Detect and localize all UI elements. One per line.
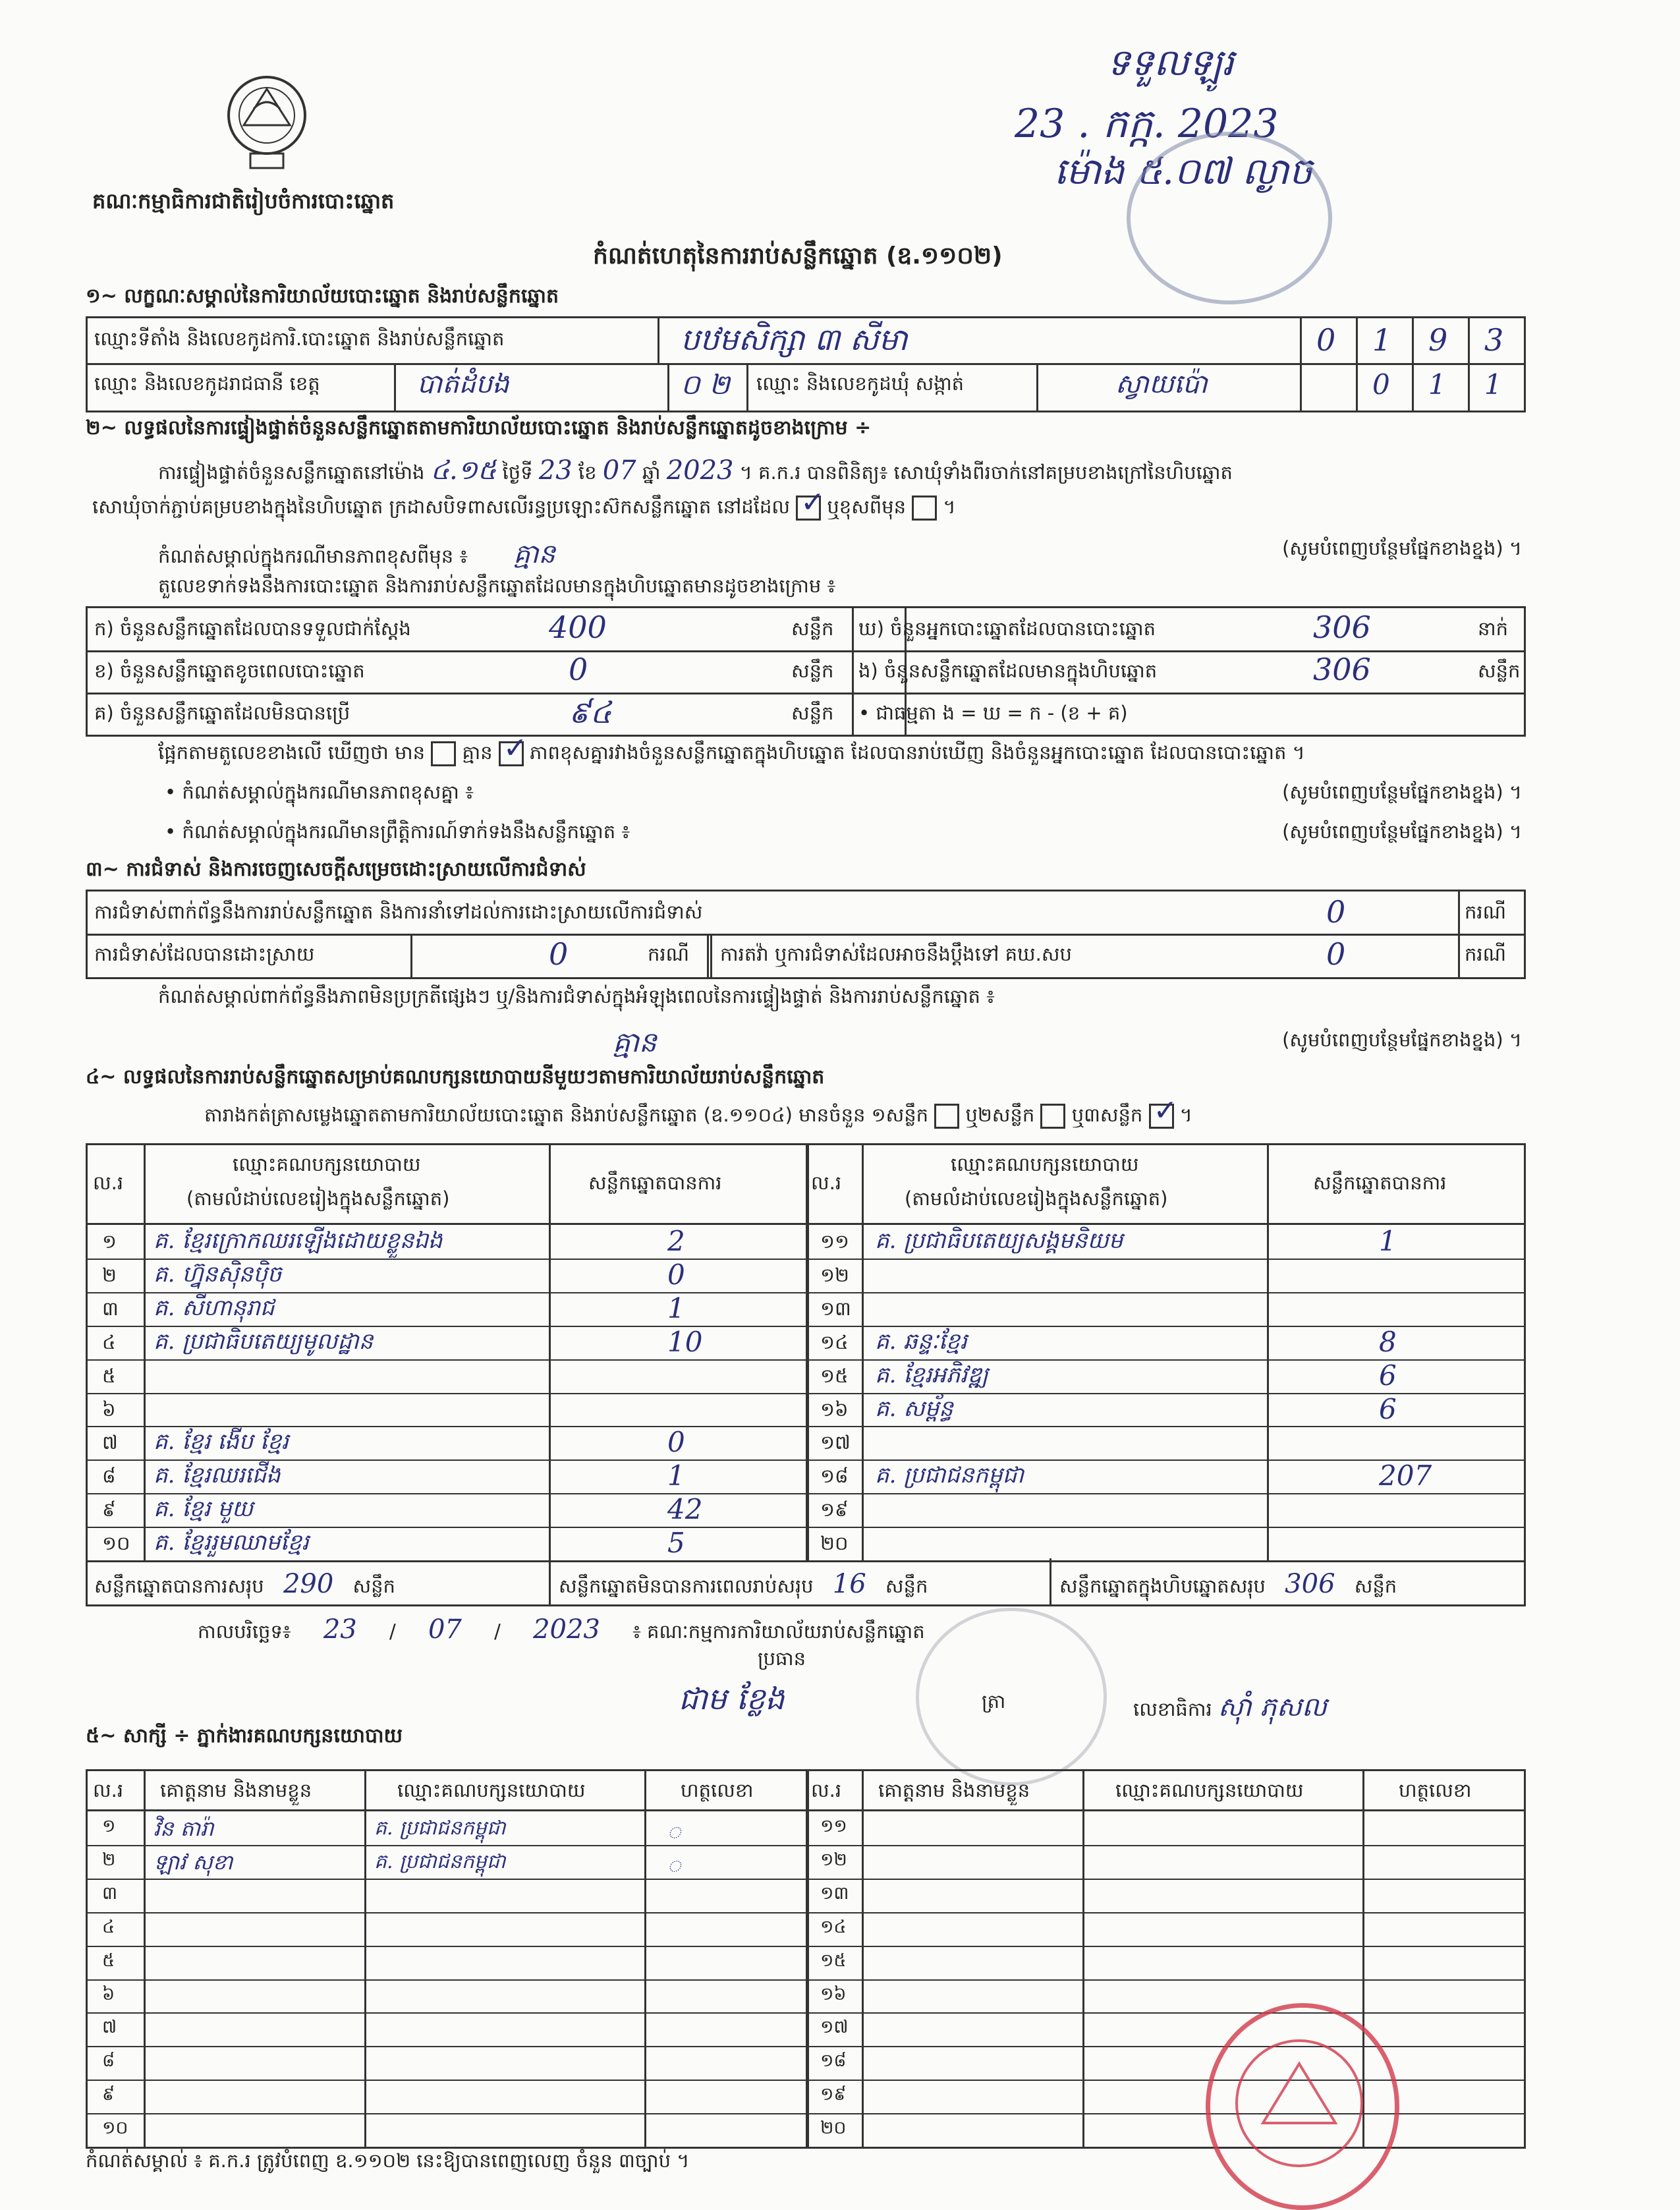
col-sign: ហត្ថលេខា: [681, 1779, 754, 1801]
date-month: 07: [428, 1614, 462, 1645]
table-row: [88, 1459, 1524, 1493]
row-number: ១៤: [820, 1916, 847, 1937]
no-difference-checkbox[interactable]: ✓: [499, 741, 524, 766]
witness-row: [88, 1912, 1524, 1946]
col-party: ឈ្មោះគណបក្សនយោបាយ: [951, 1153, 1139, 1176]
table-row: [88, 1359, 1524, 1393]
party-votes: 207: [1379, 1459, 1432, 1492]
party-votes: 1: [1379, 1225, 1397, 1257]
date-year: 2023: [533, 1614, 600, 1645]
party-name: គ. ខ្មែរ មួយ: [154, 1496, 254, 1523]
unit-label: សន្លឹក: [791, 617, 834, 640]
party-name: គ. ប្រជាធិបតេយ្យមូលដ្ឋាន: [154, 1328, 374, 1355]
form-title: កំណត់ហេតុនៃការរាប់សន្លឹកឆ្នោត (ឧ.១១០២): [593, 242, 1003, 269]
party-name: គ. ហ្វ៊ុនស៊ិនប៉ិច: [154, 1261, 282, 1288]
handwritten-received-date: 23 . កក្ក. 2023: [1015, 101, 1279, 147]
has-difference-checkbox[interactable]: [431, 741, 456, 766]
row-number: ១៤: [820, 1330, 849, 1353]
row-number: ៣: [102, 1297, 119, 1320]
difference-note-value: គ្មាន: [513, 539, 555, 569]
row-number: ៨: [102, 1465, 116, 1488]
party-votes: 1: [667, 1459, 685, 1492]
party-votes: 42: [667, 1493, 703, 1526]
figures-table: [86, 606, 1526, 737]
difference-note-line: កំណត់សម្គាល់ក្នុងករណីមានភាពខុសពីមុន ៖ គ្មាន (សូមបំពេញបន្ថែមផ្នែកខាងខ្នង) ។: [158, 537, 1522, 569]
table-row: [88, 1326, 1524, 1359]
date-day: 23: [323, 1614, 357, 1645]
voters-value: 306: [1313, 609, 1371, 645]
three-sheets-checkbox[interactable]: ✓: [1149, 1104, 1174, 1129]
party-votes: 2: [667, 1225, 685, 1257]
table-row: [88, 1292, 1524, 1326]
complaints-table: [86, 890, 1526, 979]
complaints-label: ការជំទាស់ពាក់ព័ន្ធនឹងការរាប់សន្លឹកឆ្នោត និងការនាំទៅដល់ការដោះស្រាយលើការជំទាស់: [94, 901, 703, 923]
party-votes: 5: [667, 1527, 685, 1560]
row-number: ១២: [820, 1849, 847, 1870]
unit-label: នាក់: [1478, 617, 1509, 640]
row-number: ១៣: [820, 1883, 849, 1904]
col-party-sub: (តាមលំដាប់លេខរៀងក្នុងសន្លឹកឆ្នោត): [905, 1187, 1168, 1210]
row-number: ១៣: [820, 1297, 851, 1320]
party-votes: 0: [667, 1258, 685, 1291]
row-number: ១៩: [820, 1498, 849, 1521]
party-name: គ. ខ្មែរឈរជើង: [154, 1462, 281, 1489]
witness-row: [88, 1811, 1524, 1845]
box-total-value: 306: [1285, 1569, 1335, 1599]
witness-row: [88, 1845, 1524, 1879]
seal-line: សោឃុំចាក់ភ្ជាប់គម្របខាងក្នុងនៃហិបឆ្នោត ក្រដាសបិទពាសលើរន្ធប្រឡោះស៊កសន្លឹកឆ្នោត នៅដដែល ✓ ឬខុសពីមុន ។: [92, 486, 956, 519]
verification-time: ៤.១៥: [430, 455, 497, 486]
party-name: គ. ខ្មែររួមឈាមខ្មែរ: [154, 1529, 309, 1556]
party-name: គ. សីហានុរាជ: [154, 1294, 275, 1321]
row-number: ១០: [102, 2118, 128, 2139]
irregularity-note-value: គ្មាន: [613, 1026, 657, 1058]
appeal-label: ការតវ៉ា ឬការជំទាស់ដែលអាចនឹងប្តឹងទៅ គឃ.សប: [720, 943, 1072, 965]
row-number: ៨: [102, 2051, 115, 2072]
col-no: ល.រ: [93, 1172, 124, 1194]
totals-row: [86, 1558, 1526, 1606]
table-row: [88, 1426, 1524, 1459]
col-votes: សន្លឹកឆ្នោតបានការ: [1313, 1172, 1447, 1194]
commune-code-digit: 1: [1428, 368, 1446, 401]
verification-year: 2023: [666, 455, 734, 486]
date-line: កាលបរិច្ឆេទ៖ 23 / 07 / 2023 ៖ គណៈកម្មការការិយាល័យរាប់សន្លឹកឆ្នោត: [198, 1614, 925, 1645]
unit-label: សន្លឹក: [1478, 660, 1521, 682]
received-ballots-value: 400: [549, 609, 607, 645]
verification-line: ការផ្ទៀងផ្ទាត់ចំនួនសន្លឹកឆ្នោតនៅម៉ោង ៤.១៥ ថ្ងៃទី 23 ខែ 07 ឆ្នាំ 2023 ។ គ.ក.រ បានពិនិត្យ៖ សោឃុំទាំងពីរចាក់នៅគម្របខាងក្រៅនៃហិបឆ្នោត: [158, 455, 1233, 486]
invalid-total-value: 16: [832, 1569, 866, 1599]
row-number: ៩: [102, 2084, 115, 2105]
stamp-label: ត្រា: [982, 1690, 1006, 1713]
witness-party: គ. ប្រជាជនកម្ពុជា: [374, 1850, 506, 1873]
valid-total-value: 290: [283, 1569, 334, 1599]
row-number: ៥: [102, 1950, 115, 1971]
party-name: គ. ប្រជាជនកម្ពុជា: [875, 1462, 1024, 1489]
results-table: [86, 1143, 1526, 1562]
row-number: ២: [102, 1849, 116, 1870]
party-votes: 6: [1379, 1392, 1397, 1425]
formula-note: • ជាធម្មតា ង = ឃ = ក - (ខ + គ): [858, 702, 1128, 724]
invalid-total: សន្លឹកឆ្នោតមិនបានការពេលរាប់សរុប 16 សន្លឹក: [559, 1569, 928, 1599]
location-code-digit: 9: [1428, 322, 1448, 358]
location-label: ឈ្មោះទីតាំង និងលេខកូដការិ.បោះឆ្នោត និងរាប់សន្លឹកឆ្នោត: [94, 327, 505, 350]
location-code-digit: 3: [1484, 322, 1504, 358]
party-name: គ. ឆន្ទៈខ្មែរ: [875, 1328, 967, 1355]
row-number: ១១: [820, 1816, 847, 1836]
location-code-digit: 1: [1372, 322, 1392, 358]
witness-name: វិន តារ៉ា: [154, 1816, 214, 1841]
one-sheet-checkbox[interactable]: [934, 1104, 959, 1129]
irregularity-note-line2: គ្មាន (សូមបំពេញបន្ថែមផ្នែកខាងខ្នង) ។: [613, 1026, 1522, 1058]
row-number: ១៦: [820, 1398, 849, 1421]
ballots-in-box-label: ង) ចំនួនសន្លឹកឆ្នោតដែលមានក្នុងហិបឆ្នោត: [858, 660, 1158, 682]
unused-ballots-label: គ) ចំនួនសន្លឹកឆ្នោតដែលមិនបានប្រើ: [94, 702, 350, 724]
valid-total: សន្លឹកឆ្នោតបានការសរុប 290 សន្លឹក: [94, 1569, 395, 1599]
col-party: ឈ្មោះគណបក្សនយោបាយ: [397, 1779, 586, 1801]
resolved-label: ការជំទាស់ដែលបានដោះស្រាយ: [94, 943, 315, 965]
row-number: ១៥: [820, 1364, 849, 1387]
discrepancy-line: ផ្អែកតាមតួលេខខាងលើ ឃើញថា មាន គ្មាន ✓ ភាពខុសគ្នារវាងចំនួនសន្លឹកឆ្នោតក្នុងហិបឆ្នោត ដែលបានរាប់ឃើញ និងចំនួនអ្នកបោះឆ្នោត ដែលបានបោះឆ្នោត ។: [158, 731, 1305, 765]
witness-name: ឡាវ សុខា: [154, 1849, 233, 1875]
party-name: គ. ខ្មែរក្រោកឈរឡើងដោយខ្លួនឯង: [154, 1228, 443, 1254]
commune-label: ឈ្មោះ និងលេខកូដឃុំ សង្កាត់: [756, 372, 965, 395]
tally-sheet-line: តារាងកត់ត្រាសម្លេងឆ្នោតតាមការិយាល័យបោះឆ្នោត និងរាប់សន្លឹកឆ្នោត (ឧ.១១០៤) មានចំនួន ១សន្លឹក ឬ២សន្លឹក ឬ៣សន្លឹក ✓ ។: [204, 1094, 1192, 1127]
incident-note-line: • កំណត់សម្គាល់ក្នុងករណីមានព្រឹត្តិការណ៍ទាក់ទងនឹងសន្លឹកឆ្នោត ៖ (សូមបំពេញបន្ថែមផ្នែកខាងខ្នង) ។: [165, 820, 1522, 843]
location-value: បឋមសិក្សា ៣ សីមា: [681, 322, 908, 357]
row-number: ១៨: [820, 1465, 849, 1488]
row-number: ១១: [820, 1230, 849, 1253]
row-number: ១: [102, 1816, 116, 1836]
footnote: កំណត់សម្គាល់ ៖ គ.ក.រ ត្រូវបំពេញ ឧ.១១០២ នេះឱ្យបានពេញលេញ ចំនួន ៣ច្បាប់ ។: [86, 2149, 690, 2172]
voters-label: ឃ) ចំនួនអ្នកបោះឆ្នោតដែលបានបោះឆ្នោត: [858, 617, 1156, 640]
party-votes: 6: [1379, 1359, 1397, 1392]
party-votes: 0: [667, 1426, 685, 1459]
red-seal-stamp: [1206, 2003, 1399, 2210]
section1-table: [86, 316, 1526, 412]
row-number: ៣: [102, 1883, 118, 1904]
row-number: ១០: [102, 1532, 130, 1555]
table-row: [88, 1493, 1524, 1527]
col-name: គោត្តនាម និងនាមខ្លួន: [878, 1779, 1030, 1801]
received-ballots-label: ក) ចំនួនសន្លឹកឆ្នោតដែលបានទទួលជាក់ស្តែង: [94, 617, 411, 640]
complaints-value: 0: [1326, 894, 1346, 930]
secretary-signature: ស៊ាំ ភុសល: [1218, 1692, 1327, 1722]
blue-seal-stamp: [1127, 132, 1332, 304]
unit-label: សន្លឹក: [791, 660, 834, 682]
row-number: ១៥: [820, 1950, 847, 1971]
col-name: គោត្តនាម និងនាមខ្លួន: [160, 1779, 312, 1801]
row-number: ៥: [102, 1364, 116, 1387]
table-row: [88, 1225, 1524, 1259]
unused-ballots-value: ៩៤: [569, 694, 612, 730]
table-row: [88, 1259, 1524, 1292]
unit-label: ករណី: [1465, 943, 1507, 965]
province-label: ឈ្មោះ និងលេខកូដរាជធានី ខេត្ត: [94, 372, 320, 395]
section2-heading: ២~ លទ្ធផលនៃការផ្ទៀងផ្ទាត់ចំនួនសន្លឹកឆ្នោតតាមការិយាល័យបោះឆ្នោត និងរាប់សន្លឹកឆ្នោតដូចខាងក្រោម ÷: [86, 416, 872, 439]
row-number: ៤: [102, 1330, 116, 1353]
unchanged-checkbox[interactable]: ✓: [796, 496, 821, 521]
row-number: ៦: [102, 1398, 116, 1421]
row-number: ១៨: [820, 2051, 847, 2072]
col-votes: សន្លឹកឆ្នោតបានការ: [588, 1172, 722, 1194]
row-number: ១២: [820, 1263, 849, 1286]
spoiled-ballots-label: ខ) ចំនួនសន្លឹកឆ្នោតខូចពេលបោះឆ្នោត: [94, 660, 365, 682]
handwritten-received-time: ម៉ោង ៥.០៧ ល្ងាច: [1054, 150, 1312, 193]
party-name: គ. ខ្មែរអភិវឌ្ឍ: [875, 1361, 989, 1388]
row-number: ២០: [820, 1532, 849, 1555]
org-name: គណៈកម្មាធិការជាតិរៀបចំការបោះឆ្នោត: [92, 188, 395, 213]
ballots-in-box-value: 306: [1313, 652, 1371, 687]
commune-code-digit: 1: [1484, 368, 1502, 401]
two-sheets-checkbox[interactable]: [1040, 1104, 1065, 1129]
appeal-value: 0: [1326, 936, 1346, 972]
location-code-digit: 0: [1316, 322, 1336, 358]
chair-signature: ជាម ខ្លែង: [679, 1681, 785, 1716]
commune-code-digit: 0: [1372, 368, 1390, 401]
party-votes: 8: [1379, 1325, 1397, 1358]
witness-row: [88, 1946, 1524, 1979]
row-number: ១៩: [820, 2084, 847, 2105]
witness-party: គ. ប្រជាជនកម្ពុជា: [374, 1817, 506, 1840]
table-row: [88, 1393, 1524, 1427]
spoiled-ballots-value: 0: [569, 652, 588, 687]
irregularity-note: កំណត់សម្គាល់ពាក់ព័ន្ធនឹងភាពមិនប្រក្រតីផ្សេងៗ ឬ/និងការជំទាស់ក្នុងអំឡុងពេលនៃការផ្ទៀងផ្ទាត់ និងការរាប់សន្លឹកឆ្នោត ៖: [158, 985, 995, 1007]
discrepancy-note-line: • កំណត់សម្គាល់ក្នុងករណីមានភាពខុសគ្នា ៖ (សូមបំពេញបន្ថែមផ្នែកខាងខ្នង) ។: [165, 781, 1522, 803]
table-row: [88, 1527, 1524, 1560]
row-number: ១៧: [820, 2017, 849, 2038]
row-number: ៤: [102, 1916, 115, 1937]
unit-label: សន្លឹក: [791, 702, 834, 724]
section3-heading: ៣~ ការជំទាស់ និងការចេញសេចក្តីសម្រេចដោះស្រាយលើការជំទាស់: [86, 858, 586, 881]
row-number: ១: [102, 1230, 117, 1253]
party-name: គ. ប្រជាធិបតេយ្យសង្គមនិយម: [875, 1228, 1123, 1254]
row-number: ៧: [102, 2017, 117, 2038]
party-name: គ. ខ្មែរ ងើប ខ្មែរ: [154, 1429, 289, 1456]
party-name: គ. សម្ព័ន្ធ: [875, 1395, 953, 1422]
col-sign: ហត្ថលេខា: [1399, 1779, 1472, 1801]
col-no: ល.រ: [93, 1779, 124, 1801]
resolved-value: 0: [549, 936, 569, 972]
chair-label: ប្រធាន: [758, 1647, 806, 1670]
witness-row: [88, 1879, 1524, 1912]
witness-signature: ᜀ: [667, 1817, 682, 1844]
verification-day: 23: [538, 455, 573, 486]
section5-heading: ៥~ សាក្សី ÷ ភ្នាក់ងារគណបក្សនយោបាយ: [86, 1724, 403, 1747]
col-party: ឈ្មោះគណបក្សនយោបាយ: [233, 1153, 421, 1176]
grey-seal-stamp: [916, 1608, 1107, 1786]
col-no: ល.រ: [811, 1172, 842, 1194]
verification-month: 07: [602, 455, 636, 486]
secretary-line: លេខាធិការ ស៊ាំ ភុសល: [1133, 1692, 1327, 1722]
row-number: ៧: [102, 1431, 118, 1454]
party-votes: 10: [667, 1325, 703, 1358]
section4-heading: ៤~ លទ្ធផលនៃការរាប់សន្លឹកឆ្នោតសម្រាប់គណបក្សនយោបាយនីមួយៗតាមការិយាល័យរាប់សន្លឹកឆ្នោត: [86, 1065, 825, 1089]
row-number: ១៦: [820, 1983, 847, 2004]
nec-emblem-icon: [224, 69, 310, 178]
row-number: ៩: [102, 1498, 116, 1521]
row-number: ១៧: [820, 1431, 851, 1454]
row-number: ២០: [820, 2118, 847, 2139]
box-total: សន្លឹកឆ្នោតក្នុងហិបឆ្នោតសរុប 306 សន្លឹក: [1059, 1569, 1397, 1599]
row-number: ៦: [102, 1983, 115, 2004]
unit-label: ករណី: [648, 943, 690, 965]
party-votes: 1: [667, 1291, 685, 1324]
col-party-sub: (តាមលំដាប់លេខរៀងក្នុងសន្លឹកឆ្នោត): [186, 1187, 450, 1210]
figures-intro: តួលេខទាក់ទងនឹងការបោះឆ្នោត និងការរាប់សន្លឹកឆ្នោតដែលមានក្នុងហិបឆ្នោតមានដូចខាងក្រោម ៖: [158, 575, 836, 597]
col-party: ឈ្មោះគណបក្សនយោបាយ: [1115, 1779, 1304, 1801]
changed-checkbox[interactable]: [912, 496, 937, 521]
commune-value: ស្វាយប៉ោ: [1115, 369, 1208, 399]
row-number: ២: [102, 1263, 117, 1286]
province-code: ០ ២: [681, 368, 730, 401]
col-no: ល.រ: [811, 1779, 842, 1801]
province-value: បាត់ដំបង: [417, 369, 509, 399]
unit-label: ករណី: [1465, 901, 1507, 923]
handwritten-received-note: ទទួលឡូរ: [1107, 42, 1234, 84]
section1-heading: ១~ លក្ខណៈសម្គាល់នៃការិយាល័យបោះឆ្នោត និងរាប់សន្លឹកឆ្នោត: [86, 285, 559, 308]
witness-signature: ᜀ: [667, 1850, 682, 1877]
